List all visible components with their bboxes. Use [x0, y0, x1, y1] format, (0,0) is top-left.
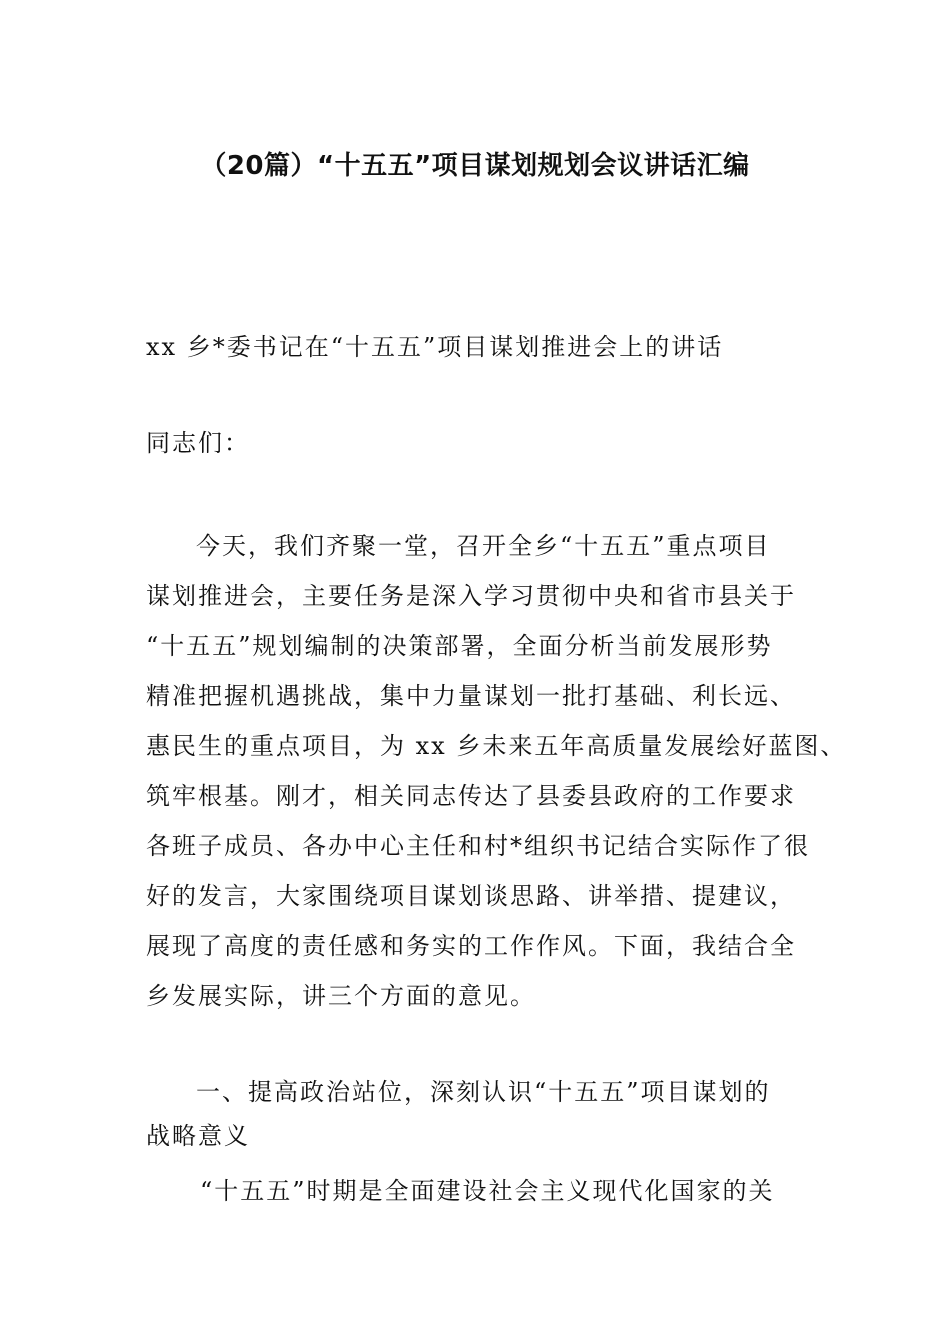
paragraph-line: 筑牢根基。刚才，相关同志传达了县委县政府的工作要求 [146, 782, 796, 810]
heading-line: 一、提高政治站位，深刻认识“十五五”项目谋划的 [196, 1078, 771, 1106]
paragraph-line: 惠民生的重点项目，为 xx 乡未来五年高质量发展绘好蓝图、 [146, 732, 847, 760]
paragraph-2 [146, 1166, 826, 1216]
paragraph-line: 今天，我们齐聚一堂，召开全乡“十五五”重点项目 [196, 532, 771, 560]
greeting: 同志们： [146, 429, 250, 457]
paragraph-line: “十五五”时期是全面建设社会主义现代化国家的关 [200, 1177, 775, 1205]
paragraph-line: 乡发展实际，讲三个方面的意见。 [146, 982, 536, 1010]
paragraph-line: 好的发言，大家围绕项目谋划谈思路、讲举措、提建议， [146, 882, 796, 910]
paragraph-line: 谋划推进会，主要任务是深入学习贯彻中央和省市县关于 [146, 582, 796, 610]
heading-line: 战略意义 [146, 1122, 250, 1150]
paragraph-line: 各班子成员、各办中心主任和村*组织书记结合实际作了很 [146, 832, 810, 860]
paragraph-1 [146, 521, 847, 1021]
section-1-heading [146, 1067, 826, 1161]
document-title: （20篇）“十五五”项目谋划规划会议讲话汇编 [200, 151, 750, 181]
paragraph-line: 展现了高度的责任感和务实的工作作风。下面，我结合全 [146, 932, 796, 960]
paragraph-line: “十五五”规划编制的决策部署，全面分析当前发展形势 [146, 632, 773, 660]
paragraph-line: 精准把握机遇挑战，集中力量谋划一批打基础、利长远、 [146, 682, 796, 710]
speech-subtitle: xx 乡*委书记在“十五五”项目谋划推进会上的讲话 [146, 333, 724, 361]
